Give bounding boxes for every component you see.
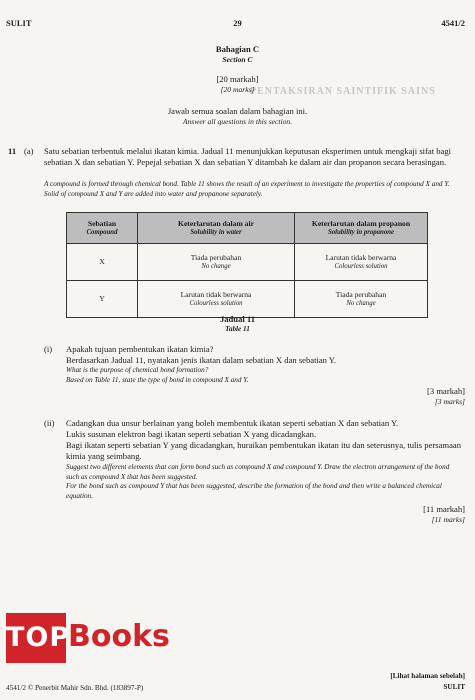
question-number: 11	[8, 146, 17, 156]
table-caption: Jadual 11	[219, 314, 256, 324]
table-cell: Tiada perubahan No change	[138, 244, 295, 281]
subq-ii-en1: Suggest two different elements that can form bond such as compound X and compound Y. Draw the electron arrangement of the bond such as compound X that has been suggested.	[66, 463, 450, 481]
table-row	[67, 281, 428, 318]
paper-code: 4541/2	[441, 18, 465, 28]
subq-ii-line1: Cadangkan dua unsur berlainan yang boleh membentuk ikatan seperti sebatian X dan sebatian Y.	[66, 418, 399, 428]
subq-i-en2: Based on Table 11, state the type of bond in compound X and Y.	[66, 376, 249, 384]
table-row	[67, 244, 428, 281]
subq-i-marks-en: [3 marks]	[434, 397, 465, 406]
section-marks-en: [20 marks]	[220, 85, 255, 94]
logo-top-block: TOP	[6, 613, 66, 663]
subq-ii-marks: [11 markah]	[423, 504, 465, 514]
question-text: Satu sebatian terbentuk melalui ikatan kimia. Jadual 11 menunjukkan keputusan eksperimen untuk mengkaji sifat bagi sebatian X dan sebatian Y. Pepejal sebatian X dan sebatian Y ditambah ke dalam air dan propanon secara berasingan.	[44, 146, 452, 167]
subq-i-label: (i)	[44, 344, 53, 354]
table-cell: Tiada perubahan No change	[295, 281, 428, 318]
subq-ii-en2: For the bond such as compound Y that has been suggested, describe the formation of the bond and then write a balanced chemical equation.	[66, 482, 442, 500]
watermark-text: PENTAKSIRAN SAINTIFIK SAINS	[250, 86, 436, 97]
section-instruction: Jawab semua soalan dalam bahagian ini.	[167, 106, 308, 116]
subq-i-line2: Berdasarkan Jadual 11, nyatakan jenis ikatan dalam sebatian X dan sebatian Y.	[66, 355, 337, 365]
table-cell: Larutan tidak berwarna Colourless solution	[138, 281, 295, 318]
table-cell: Y	[67, 281, 138, 318]
page-number: 29	[233, 18, 242, 28]
topbooks-logo	[6, 613, 174, 663]
table-caption-en: Table 11	[225, 325, 250, 333]
table-header: Keterlarutan dalam air Solubility in water	[138, 213, 295, 244]
footer-sulit: SULIT	[443, 683, 465, 691]
table-cell: X	[67, 244, 138, 281]
section-title: Bahagian C	[215, 44, 260, 54]
footer-next-page: [Lihat halaman sebelah]	[390, 672, 465, 680]
table-header: Sebatian Compound	[67, 213, 138, 244]
logo-books-text: Books	[68, 619, 170, 654]
question-text-en: A compound is formed through chemical bond. Table 11 shows the result of an experiment to investigate the properties of compound X and Y. Solid of compound X and Y are added into water and propanone separately.	[44, 180, 450, 198]
table-header: Keterlarutan dalam propanon Solubility in propanone	[295, 213, 428, 244]
question-part: (a)	[24, 146, 34, 156]
subq-i-line1: Apakah tujuan pembentukan ikatan kimia?	[66, 344, 214, 354]
section-instruction-en: Answer all questions in this section.	[182, 117, 293, 126]
table-cell: Larutan tidak berwarna Colourless solution	[295, 244, 428, 281]
solubility-table	[66, 212, 428, 318]
table-header-row	[67, 213, 428, 244]
header-sulit: SULIT	[6, 18, 32, 28]
subq-ii-line3: Bagi ikatan seperti sebatian Y yang dicadangkan, huraikan pembentukan ikatan itu dan seterusnya, tulis persamaan kimia yang seimbang.	[66, 440, 462, 461]
subq-i-marks: [3 markah]	[427, 386, 465, 396]
footer-copyright: 4541/2 © Penerbit Mahir Sdn. Bhd. (183897-P)	[6, 684, 144, 692]
section-marks: [20 markah]	[216, 74, 259, 84]
subq-i-en1: What is the purpose of chemical bond formation?	[66, 366, 209, 374]
subq-ii-line2: Lukis susunan elektron bagi ikatan seperti sebatian X yang dicadangkan.	[66, 429, 317, 439]
section-title-en: Section C	[222, 55, 253, 64]
subq-ii-marks-en: [11 marks]	[431, 515, 465, 524]
subq-ii-label: (ii)	[44, 418, 55, 428]
